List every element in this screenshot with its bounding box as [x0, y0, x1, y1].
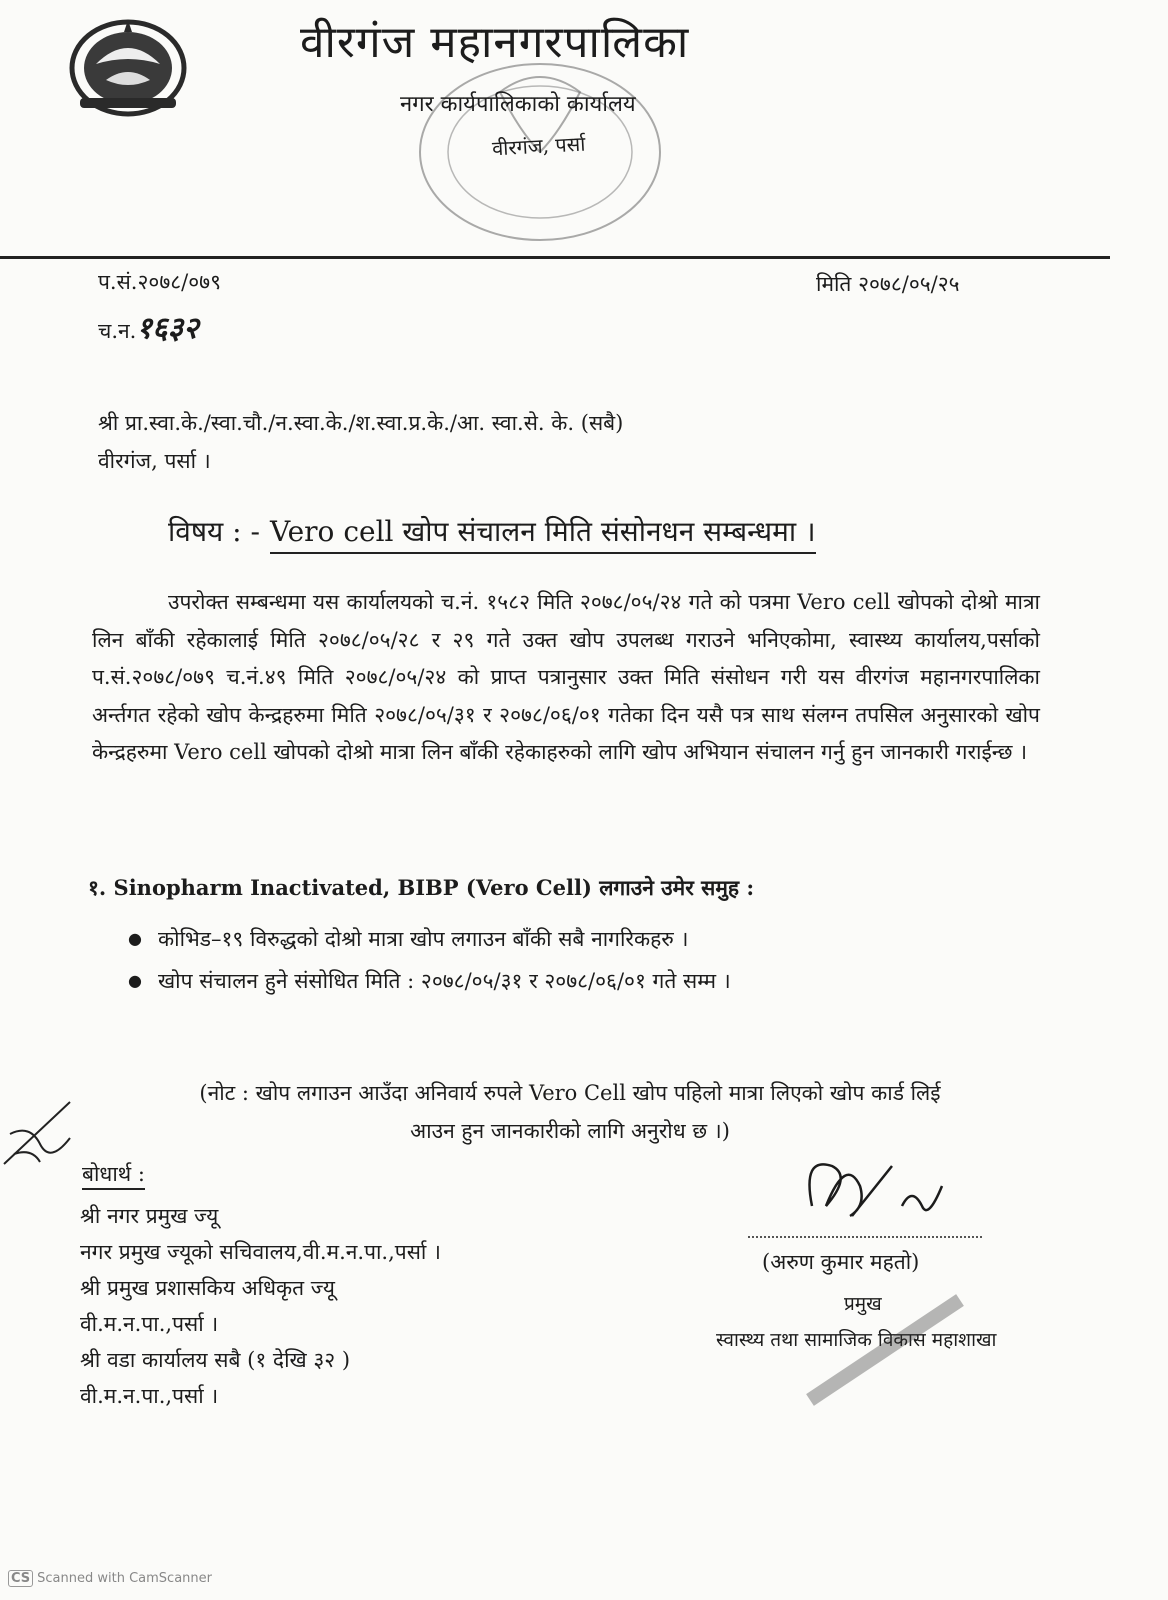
- addressee-block: [98, 404, 623, 480]
- signature-line: [748, 1236, 982, 1238]
- note-line: (नोट : खोप लगाउन आउँदा अनिवार्य रुपले Vero Cell खोप पहिलो मात्रा लिएको खोप कार्ड लिई: [199, 1081, 941, 1105]
- letter-date: मिति २०७८/०५/२५: [816, 272, 960, 296]
- cc-item: वी.म.न.पा.,पर्सा ।: [80, 1312, 219, 1336]
- signature-mark: [782, 1146, 962, 1246]
- body-paragraph: उपरोक्त सम्बन्धमा यस कार्यालयको च.नं. १५८२ मिति २०७८/०५/२४ गते को पत्रमा Vero cell खोपको दोश्रो मात्रा लिन बाँकी रहेकालाई मिति २०७८/०५/२८ र २९ गते उक्त खोप उपलब्ध गराउने भनिएकोमा, स्वास्थ्य कार्यालय,पर्साको प.सं.२०७८/०७९ च.नं.४९ मिति २०७८/०५/२४ को प्राप्त पत्रानुसार उक्त मिति संसोधन गरी यस वीरगंज महानगरपालिका अर्न्तगत रहेको खोप केन्द्रहरुमा मिति २०७८/०५/३१ र २०७८/०६/०१ गतेका दिन यसै पत्र साथ संलग्न तपसिल अनुसारको खोप केन्द्रहरुमा Vero cell खोपको दोश्रो मात्रा लिन बाँकी रहेकाहरुको लागि खोप अभियान संचालन गर्नु हुन जानकारी गराईन्छ ।: [92, 590, 1040, 764]
- cc-item: नगर प्रमुख ज्यूको सचिवालय,वी.म.न.पा.,पर्सा ।: [80, 1240, 441, 1264]
- cc-item: वी.म.न.पा.,पर्सा ।: [80, 1384, 219, 1408]
- officer-stamp: [790, 1290, 980, 1410]
- list-item: ● खोप संचालन हुने संसोधित मिति : २०७८/०५/३१ र २०७८/०६/०१ गते सम्म ।: [128, 960, 731, 1002]
- addressee-line: वीरगंज, पर्सा ।: [98, 449, 211, 473]
- office-name: नगर कार्यपालिकाको कार्यालय: [400, 92, 636, 117]
- dispatch-label: च.न.: [98, 319, 137, 343]
- subject-line: [168, 512, 816, 550]
- cc-item: श्री वडा कार्यालय सबै (१ देखि ३२ ): [80, 1348, 351, 1372]
- handwritten-initials: [0, 1094, 80, 1184]
- section-bullets: [128, 918, 731, 1002]
- reference-number: प.सं.२०७८/०७९: [98, 270, 221, 294]
- subject-text: Vero cell खोप संचालन मिति संसोनधन सम्बन्धमा ।: [270, 515, 816, 554]
- note-line: आउन हुन जानकारीको लागि अनुरोध छ ।): [410, 1119, 730, 1143]
- cc-item: श्री प्रमुख प्रशासकिय अधिकृत ज्यू: [80, 1276, 335, 1300]
- municipality-emblem-icon: [66, 14, 190, 118]
- dispatch-number: [98, 306, 199, 347]
- signer-name: (अरुण कुमार महतो): [762, 1250, 920, 1274]
- scanner-watermark: [8, 1570, 212, 1587]
- scanner-text: Scanned with CamScanner: [37, 1571, 212, 1586]
- office-address: वीरगंज, पर्सा: [491, 131, 586, 161]
- signer-role: प्रमुख: [844, 1293, 882, 1315]
- addressee-line: श्री प्रा.स्वा.के./स्वा.चौ./न.स्वा.के./श.स्वा.प्र.के./आ. स्वा.से. के. (सबै): [98, 411, 624, 435]
- subject-label: विषय : -: [168, 515, 260, 548]
- cc-item: श्री नगर प्रमुख ज्यू: [80, 1204, 219, 1228]
- dispatch-value: १६३२: [136, 311, 199, 346]
- section-heading: १. Sinopharm Inactivated, BIBP (Vero Cell) लगाउने उमेर समुह :: [88, 875, 755, 900]
- cc-heading: बोधार्थ :: [82, 1160, 145, 1190]
- note-block: [100, 1074, 1040, 1150]
- cc-list: [80, 1198, 441, 1414]
- organization-title: वीरगंज महानगरपालिका: [300, 17, 690, 68]
- scanner-logo-icon: CS: [8, 1570, 33, 1587]
- signer-department: स्वास्थ्य तथा सामाजिक विकास महाशाखा: [716, 1329, 997, 1351]
- header-divider: [0, 256, 1110, 259]
- list-item: ● कोभिड–१९ विरुद्धको दोश्रो मात्रा खोप लगाउन बाँकी सबै नागरिकहरु ।: [128, 918, 731, 960]
